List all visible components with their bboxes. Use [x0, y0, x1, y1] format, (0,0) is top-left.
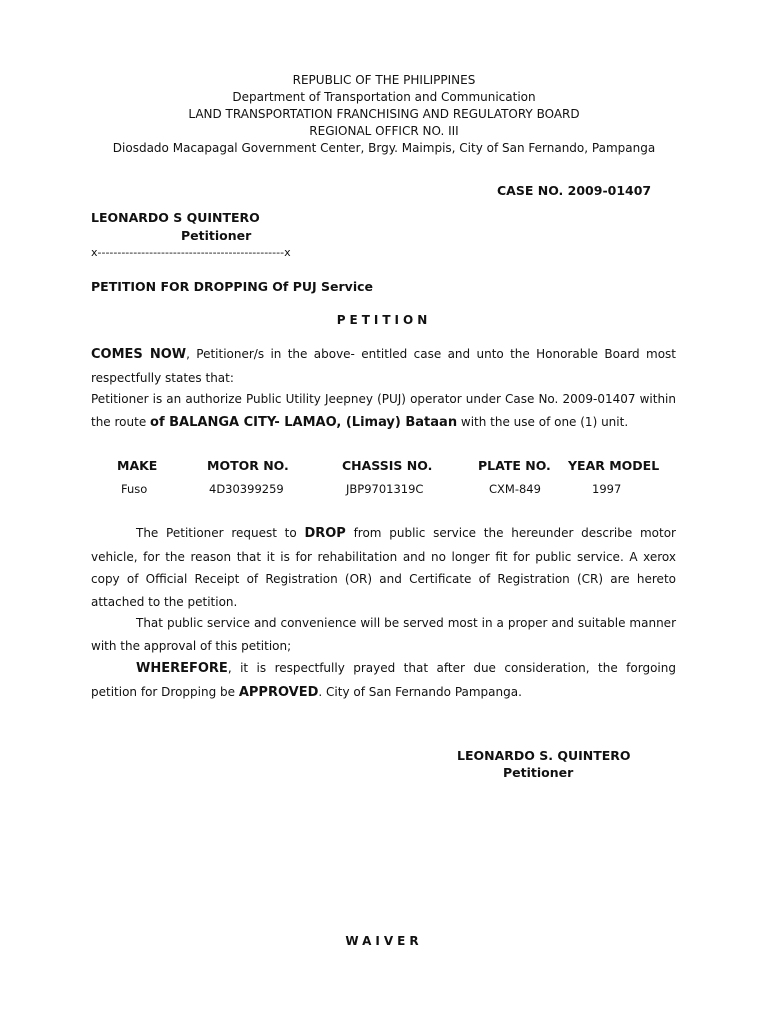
wherefore-text-a: , it is respectfully prayed that after due consideration, the forgoing petition for Dropping be [91, 661, 676, 699]
paragraph-request [91, 522, 676, 613]
col-header-plate-no: PLATE NO. [478, 458, 551, 473]
route-name: of BALANGA CITY- LAMAO, (Limay) Bataan [150, 414, 458, 430]
cell-year-model: 1997 [592, 482, 622, 496]
request-text-a: The Petitioner request to [136, 526, 305, 540]
paragraph-wherefore [91, 657, 676, 704]
paragraph-comes-now [91, 343, 676, 389]
petitioner-name: LEONARDO S QUINTERO [91, 210, 260, 225]
waiver-heading: WAIVER [345, 934, 423, 948]
cell-make: Fuso [121, 482, 148, 496]
comes-now-text: , Petitioner/s in the above- entitled case and unto the Honorable Board most respectfully states that: [91, 347, 677, 385]
wherefore-lead: WHEREFORE [136, 661, 228, 676]
request-text-b: from public service the hereunder describe motor vehicle, for the reason that it is for rehabilitation and no longer fit for public service. A xerox copy of Official Receipt of Registration (OR) and Certificate of Registration (CR) are hereto attached to the petition. [91, 526, 676, 609]
operator-text-a: Petitioner is an authorize Public Utility Jeepney (PUJ) operator under Case No. 2009-01407 within the route [91, 392, 676, 429]
header-republic: REPUBLIC OF THE PHILIPPINES [292, 73, 476, 87]
header-board: LAND TRANSPORTATION FRANCHISING AND REGULATORY BOARD [188, 107, 580, 121]
col-header-make: MAKE [117, 458, 158, 473]
cell-chassis-no: JBP9701319C [346, 482, 424, 496]
drop-emphasis: DROP [304, 526, 346, 541]
wherefore-text-b: . City of San Fernando Pampanga. [318, 684, 522, 699]
petitioner-role: Petitioner [181, 228, 252, 243]
col-header-year-model: YEAR MODEL [568, 458, 660, 473]
petition-subject: PETITION FOR DROPPING Of PUJ Service [91, 279, 374, 294]
signature-name: LEONARDO S. QUINTERO [457, 748, 631, 763]
col-header-chassis-no: CHASSIS NO. [342, 458, 433, 473]
col-header-motor-no: MOTOR NO. [207, 458, 289, 473]
caption-divider: x-----------------------------------------------x [91, 246, 291, 259]
petition-heading: PETITION [336, 313, 432, 327]
signature-role: Petitioner [503, 765, 574, 780]
case-number: CASE NO. 2009-01407 [497, 183, 652, 198]
paragraph-public-service [91, 612, 676, 657]
header-department: Department of Transportation and Communication [232, 90, 536, 104]
header-regional-office: REGIONAL OFFICR NO. III [309, 124, 459, 138]
operator-text-b: with the use of one (1) unit. [457, 414, 629, 429]
cell-plate-no: CXM-849 [489, 482, 541, 496]
comes-now-lead: COMES NOW [91, 347, 187, 362]
approved-emphasis: APPROVED [238, 684, 319, 700]
paragraph-operator [91, 388, 676, 434]
header-address: Diosdado Macapagal Government Center, Brgy. Maimpis, City of San Fernando, Pampanga [112, 141, 656, 155]
public-service-text: That public service and convenience will be served most in a proper and suitable manner with the approval of this petition; [91, 616, 676, 653]
cell-motor-no: 4D30399259 [209, 482, 284, 496]
